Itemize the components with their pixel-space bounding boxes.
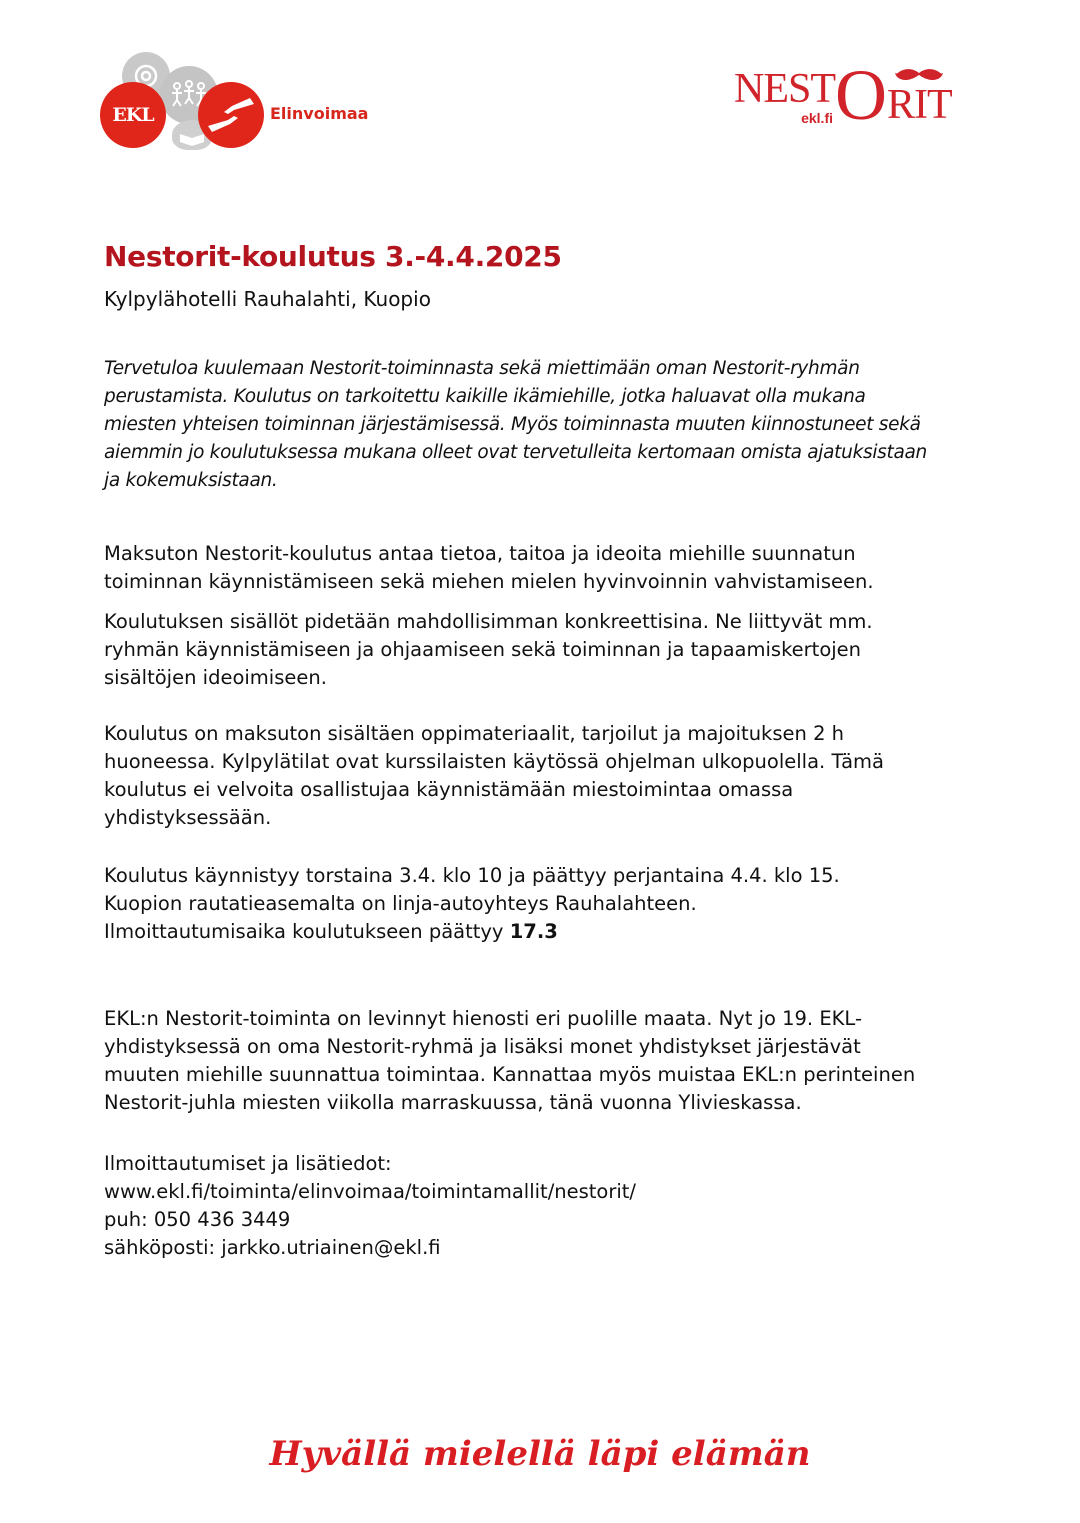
nestorit-logo-left xyxy=(734,68,835,126)
text-line: Koulutus käynnistyy torstaina 3.4. klo 10 ja päättyy perjantaina 4.4. klo 15. xyxy=(104,864,840,887)
nestorit-logo-rit: RIT xyxy=(887,82,952,128)
intro-line: perustamista. Koulutus on tarkoitettu kaikille ikämiehille, jotka haluavat olla mukana xyxy=(104,386,866,407)
nestorit-logo-o: O xyxy=(835,55,887,135)
deadline-label: Ilmoittautumisaika koulutukseen päättyy xyxy=(104,920,510,943)
mustache-icon xyxy=(895,68,943,82)
text-line: Kuopion rautatieasemalta on linja-autoyhteys Rauhalahteen. xyxy=(104,892,697,915)
contact-heading: Ilmoittautumiset ja lisätiedot: xyxy=(104,1152,392,1175)
footer-slogan: Hyvällä mielellä läpi elämän xyxy=(269,1434,811,1474)
intro-line: ja kokemuksistaan. xyxy=(104,470,278,491)
hands-icon xyxy=(198,82,264,148)
text-line: Maksuton Nestorit-koulutus antaa tietoa, taitoa ja ideoita miehille suunnatun xyxy=(104,542,856,565)
intro-line: aiemmin jo koulutuksessa mukana olleet ovat tervetulleita kertomaan omista ajatuksistaan xyxy=(104,442,927,463)
elinvoimaa-label: Elinvoimaa xyxy=(270,104,369,123)
nestorit-logo-ekl-fi: ekl.fi xyxy=(801,110,833,126)
text-line: muuten miehille suunnattua toimintaa. Kannattaa myös muistaa EKL:n perinteinen xyxy=(104,1063,916,1086)
paragraph-accommodation xyxy=(104,720,984,832)
contact-block xyxy=(104,1150,984,1262)
paragraph-free-training xyxy=(104,540,984,596)
hands-circle xyxy=(198,82,264,148)
text-line: koulutus ei velvoita osallistujaa käynnistämään miestoimintaa omassa xyxy=(104,778,794,801)
text-line: huoneessa. Kylpylätilat ovat kurssilaisten käytössä ohjelman ulkopuolella. Tämä xyxy=(104,750,884,773)
contact-email[interactable]: sähköposti: jarkko.utriainen@ekl.fi xyxy=(104,1236,441,1259)
text-line: Koulutuksen sisällöt pidetään mahdollisimman konkreettisina. Ne liittyvät mm. xyxy=(104,610,873,633)
registration-deadline xyxy=(104,918,984,946)
text-line: Nestorit-juhla miesten viikolla marraskuussa, tänä vuonna Ylivieskassa. xyxy=(104,1091,802,1114)
text-line: yhdistyksessä on oma Nestorit-ryhmä ja lisäksi monet yhdistykset järjestävät xyxy=(104,1035,861,1058)
paragraph-contents xyxy=(104,608,984,692)
intro-line: Tervetuloa kuulemaan Nestorit-toiminnasta sekä miettimään oman Nestorit-ryhmän xyxy=(104,358,860,379)
text-line: sisältöjen ideoimiseen. xyxy=(104,666,327,689)
text-line: ryhmän käynnistämiseen ja ohjaamiseen sekä toiminnan ja tapaamiskertojen xyxy=(104,638,862,661)
ekl-badge-text: EKL xyxy=(112,103,154,126)
intro-line: miesten yhteisen toiminnan järjestämisessä. Myös toiminnasta muuten kiinnostuneet sekä xyxy=(104,414,921,435)
contact-phone: puh: 050 436 3449 xyxy=(104,1208,291,1231)
paragraph-nestorit-activity xyxy=(104,1005,984,1117)
nestorit-logo-nest: NEST xyxy=(734,66,835,112)
ekl-badge xyxy=(100,82,166,148)
contact-url-link[interactable]: www.ekl.fi/toiminta/elinvoimaa/toimintamallit/nestorit/ xyxy=(104,1180,637,1203)
deadline-date: 17.3 xyxy=(509,920,558,943)
paragraph-schedule xyxy=(104,862,984,946)
page-title: Nestorit-koulutus 3.-4.4.2025 xyxy=(104,240,562,273)
location-subtitle: Kylpylähotelli Rauhalahti, Kuopio xyxy=(104,287,431,311)
intro-paragraph xyxy=(104,355,984,495)
text-line: EKL:n Nestorit-toiminta on levinnyt hienosti eri puolille maata. Nyt jo 19. EKL- xyxy=(104,1007,862,1030)
nestorit-logo-right xyxy=(887,68,952,126)
text-line: Koulutus on maksuton sisältäen oppimateriaalit, tarjoilut ja majoituksen 2 h xyxy=(104,722,845,745)
nestorit-logo xyxy=(734,50,984,135)
ekl-elinvoimaa-logo xyxy=(100,46,370,146)
text-line: yhdistyksessään. xyxy=(104,806,272,829)
text-line: toiminnan käynnistämiseen sekä miehen mielen hyvinvoinnin vahvistamiseen. xyxy=(104,570,874,593)
